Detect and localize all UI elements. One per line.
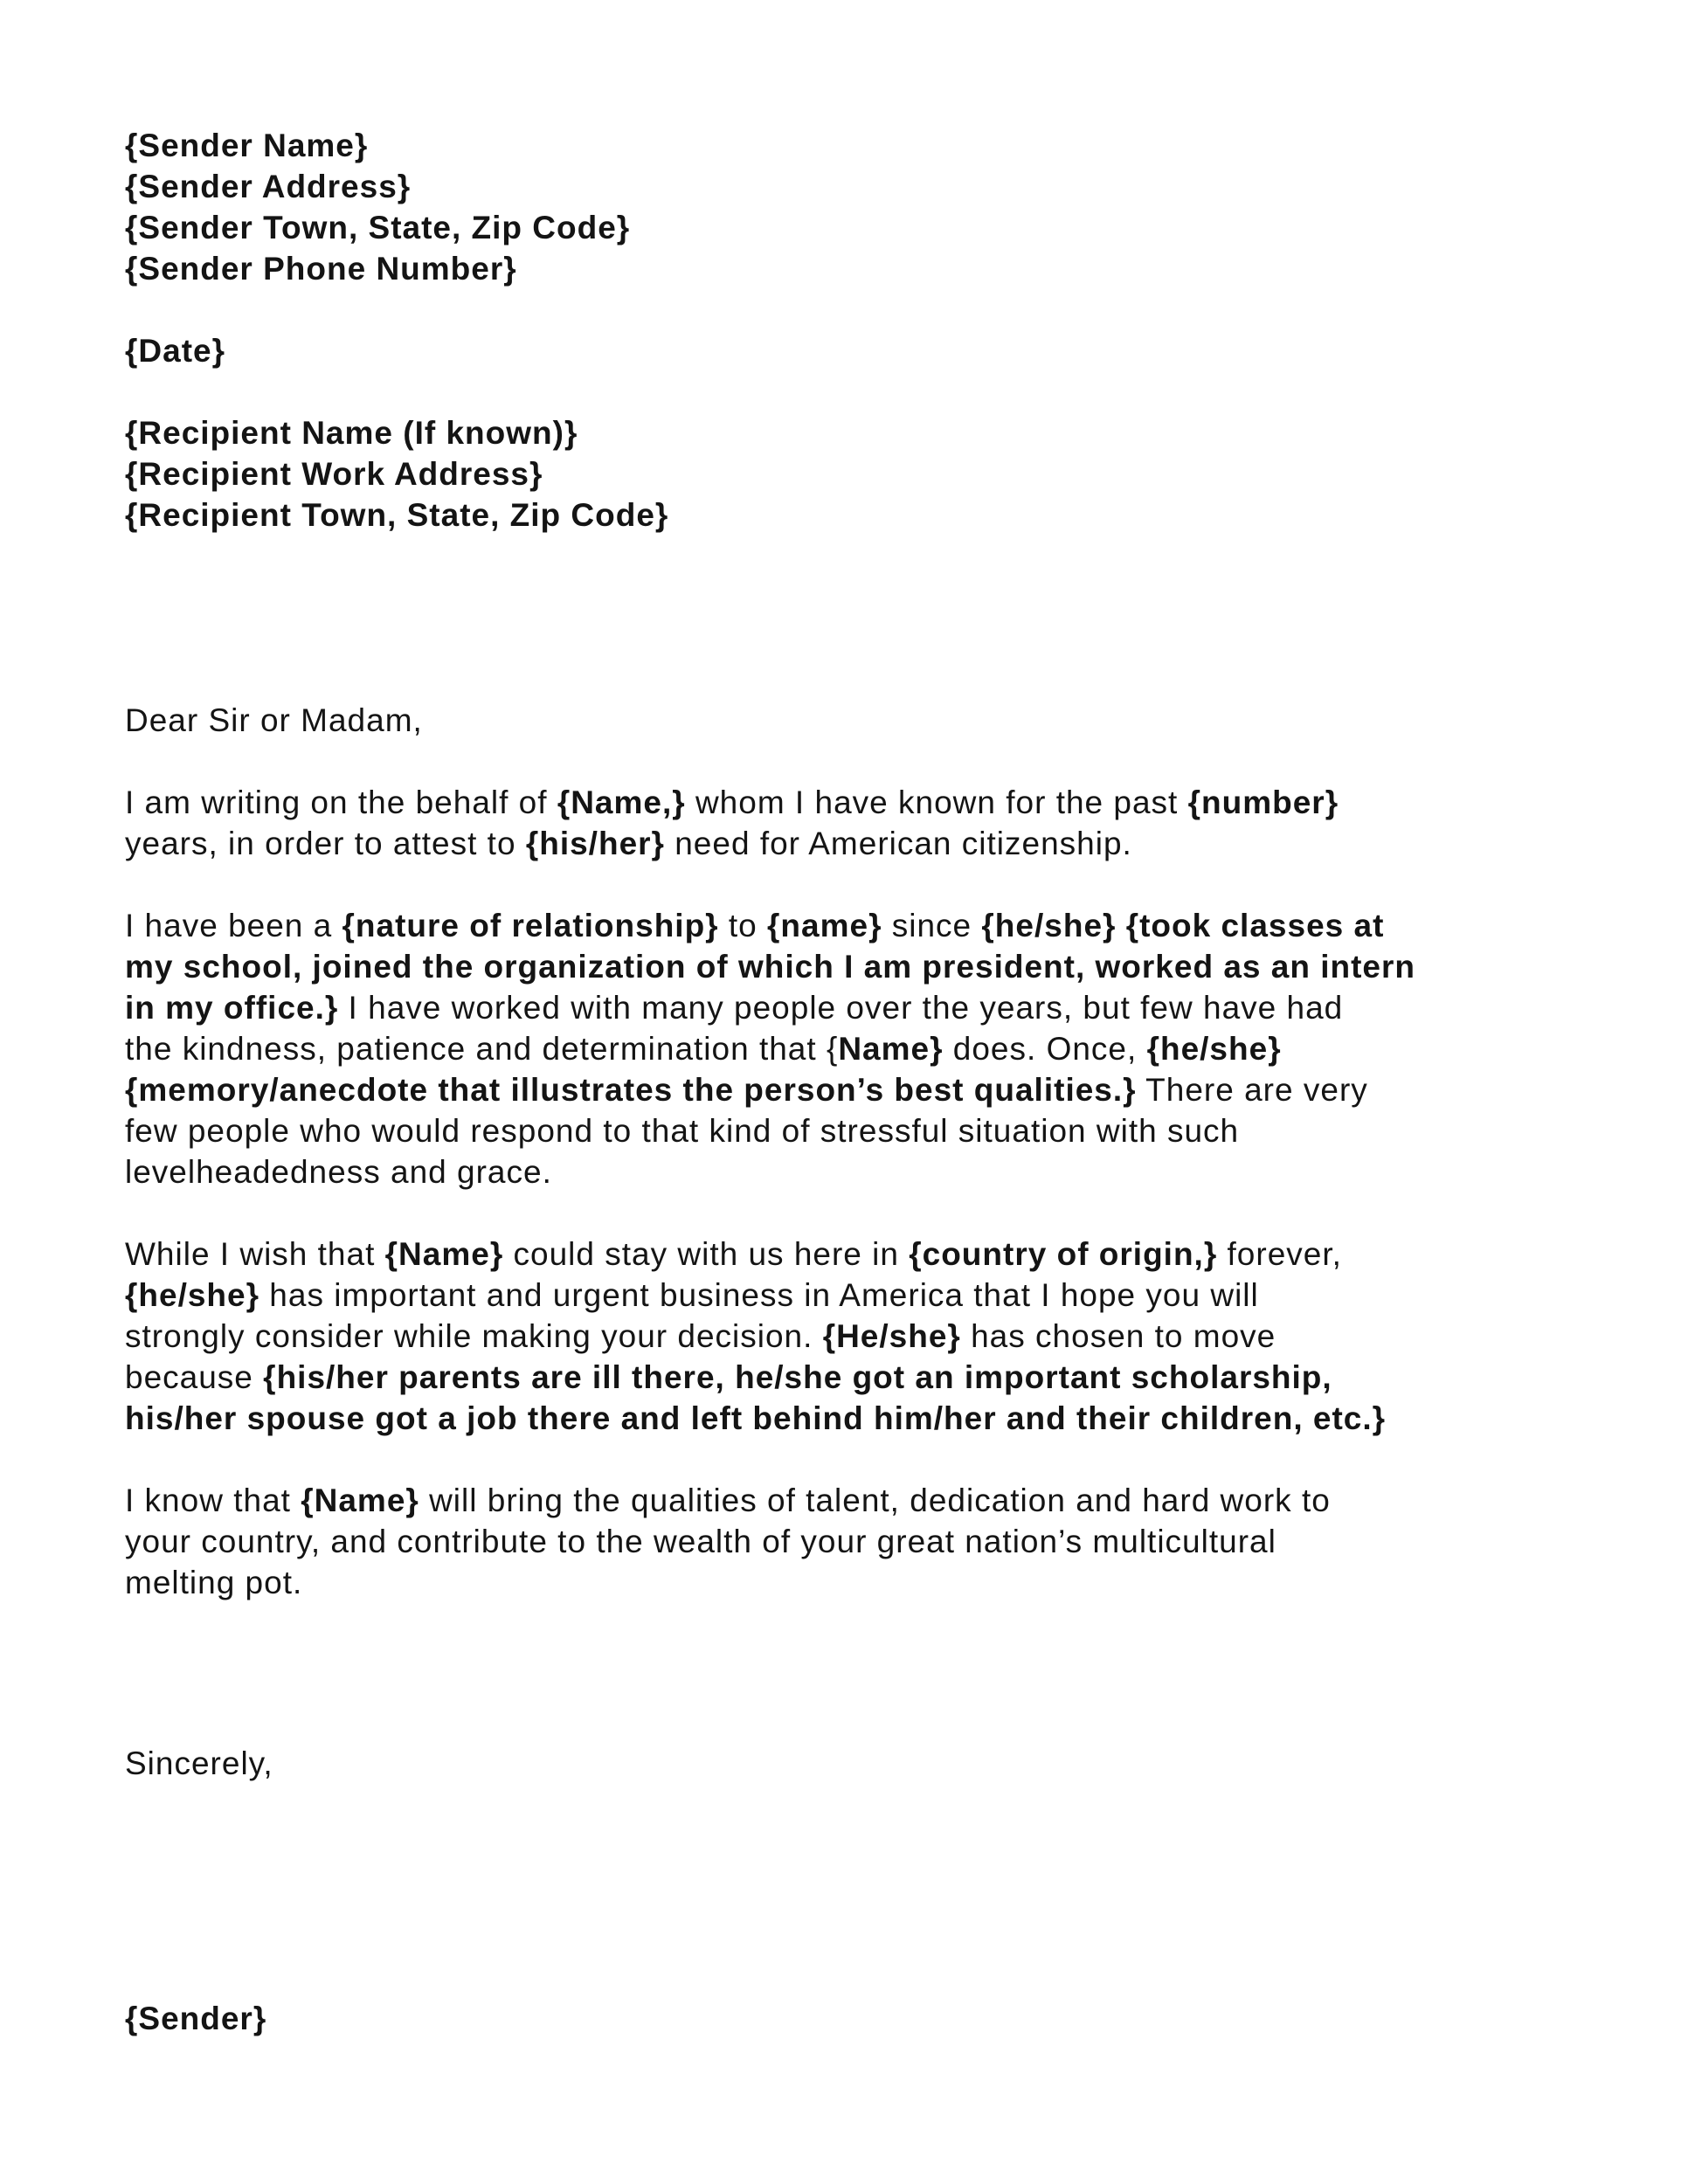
text-line bbox=[125, 946, 1574, 987]
body-text: because bbox=[125, 1359, 264, 1395]
text-line bbox=[125, 1357, 1574, 1398]
text-line bbox=[125, 1069, 1574, 1110]
text-line bbox=[125, 1480, 1574, 1521]
salutation: Dear Sir or Madam, bbox=[125, 702, 423, 738]
paragraph-conclusion bbox=[125, 1480, 1574, 1603]
text-line bbox=[125, 1562, 1574, 1603]
body-text: levelheadedness and grace. bbox=[125, 1154, 552, 1190]
text-line bbox=[125, 1316, 1574, 1357]
placeholder-text: {Recipient Name (If known)} bbox=[125, 415, 578, 451]
text-line bbox=[125, 248, 1574, 289]
placeholder-text: {memory/anecdote that illustrates the person’s best qualities.} bbox=[125, 1072, 1137, 1108]
body-text: melting pot. bbox=[125, 1565, 303, 1600]
body-text: I have worked with many people over the years, but few have had bbox=[338, 990, 1344, 1026]
body-text: has important and urgent business in America that I hope you will bbox=[259, 1277, 1259, 1313]
placeholder-text: {country of origin,} bbox=[909, 1236, 1218, 1272]
text-line bbox=[125, 1028, 1574, 1069]
placeholder-text: {Sender Address} bbox=[125, 169, 412, 204]
body-text: I am writing on the behalf of bbox=[125, 784, 557, 820]
body-text: the kindness, patience and determination that { bbox=[125, 1031, 839, 1067]
placeholder-text: {his/her parents are ill there, he/she got an important scholarship, bbox=[263, 1359, 1332, 1395]
placeholder-text: {nature of relationship} bbox=[342, 908, 719, 943]
signature: {Sender} bbox=[125, 2001, 267, 2036]
paragraph-introduction bbox=[125, 782, 1574, 864]
placeholder-text: {Name} bbox=[384, 1236, 504, 1272]
body-text: will bring the qualities of talent, dedication and hard work to bbox=[419, 1482, 1331, 1518]
body-text: few people who would respond to that kind of stressful situation with such bbox=[125, 1113, 1240, 1149]
text-line bbox=[125, 207, 1574, 248]
text-line bbox=[125, 1521, 1574, 1562]
body-text: forever, bbox=[1217, 1236, 1342, 1272]
placeholder-text: in my office.} bbox=[125, 990, 339, 1026]
paragraph-reason-for-move bbox=[125, 1234, 1574, 1439]
placeholder-text: {he/she} {took classes at bbox=[981, 908, 1385, 943]
body-text: does. Once, bbox=[943, 1031, 1147, 1067]
text-line bbox=[125, 453, 1574, 494]
text-line bbox=[125, 166, 1574, 207]
placeholder-text: {Name} bbox=[301, 1482, 419, 1518]
placeholder-text: {his/her} bbox=[525, 826, 665, 861]
body-text: has chosen to move bbox=[960, 1318, 1276, 1354]
body-text: years, in order to attest to bbox=[125, 826, 526, 861]
date-line: {Date} bbox=[125, 333, 225, 369]
text-line bbox=[125, 905, 1574, 946]
body-text: to bbox=[718, 908, 768, 943]
body-text: While I wish that bbox=[125, 1236, 385, 1272]
placeholder-text: {name} bbox=[767, 908, 882, 943]
placeholder-text: {Recipient Town, State, Zip Code} bbox=[125, 497, 669, 533]
text-line bbox=[125, 987, 1574, 1028]
body-text: need for American citizenship. bbox=[664, 826, 1132, 861]
body-text: I have been a bbox=[125, 908, 342, 943]
sender-address-block bbox=[125, 125, 1574, 289]
text-line bbox=[125, 412, 1574, 453]
text-line bbox=[125, 125, 1574, 166]
text-line bbox=[125, 823, 1574, 864]
placeholder-text: my school, joined the organization of which I am president, worked as an intern bbox=[125, 949, 1415, 985]
body-text: since bbox=[882, 908, 982, 943]
text-line bbox=[125, 1234, 1574, 1275]
body-text: strongly consider while making your decision. bbox=[125, 1318, 823, 1354]
body-text: could stay with us here in bbox=[503, 1236, 910, 1272]
text-line bbox=[125, 494, 1574, 536]
placeholder-text: {Sender Phone Number} bbox=[125, 251, 517, 287]
placeholder-text: {he/she} bbox=[1146, 1031, 1282, 1067]
text-line bbox=[125, 1275, 1574, 1316]
text-line bbox=[125, 782, 1574, 823]
placeholder-text: {He/she} bbox=[822, 1318, 961, 1354]
placeholder-text: {he/she} bbox=[125, 1277, 260, 1313]
placeholder-text: {Sender Name} bbox=[125, 128, 369, 163]
placeholder-text: {Recipient Work Address} bbox=[125, 456, 543, 492]
body-text: whom I have known for the past bbox=[685, 784, 1188, 820]
body-text: your country, and contribute to the wealth of your great nation’s multicultural bbox=[125, 1524, 1276, 1559]
placeholder-text: his/her spouse got a job there and left behind him/her and their children, etc.} bbox=[125, 1400, 1387, 1436]
closing: Sincerely, bbox=[125, 1745, 273, 1781]
placeholder-text: {Sender Town, State, Zip Code} bbox=[125, 210, 631, 245]
text-line bbox=[125, 1151, 1574, 1192]
recipient-address-block bbox=[125, 412, 1574, 536]
body-text: I know that bbox=[125, 1482, 301, 1518]
text-line bbox=[125, 1110, 1574, 1151]
placeholder-text: {Name,} bbox=[557, 784, 686, 820]
text-line bbox=[125, 1398, 1574, 1439]
placeholder-text: {number} bbox=[1187, 784, 1339, 820]
body-text: There are very bbox=[1136, 1072, 1368, 1108]
placeholder-text: Name} bbox=[838, 1031, 944, 1067]
paragraph-relationship bbox=[125, 905, 1574, 1192]
